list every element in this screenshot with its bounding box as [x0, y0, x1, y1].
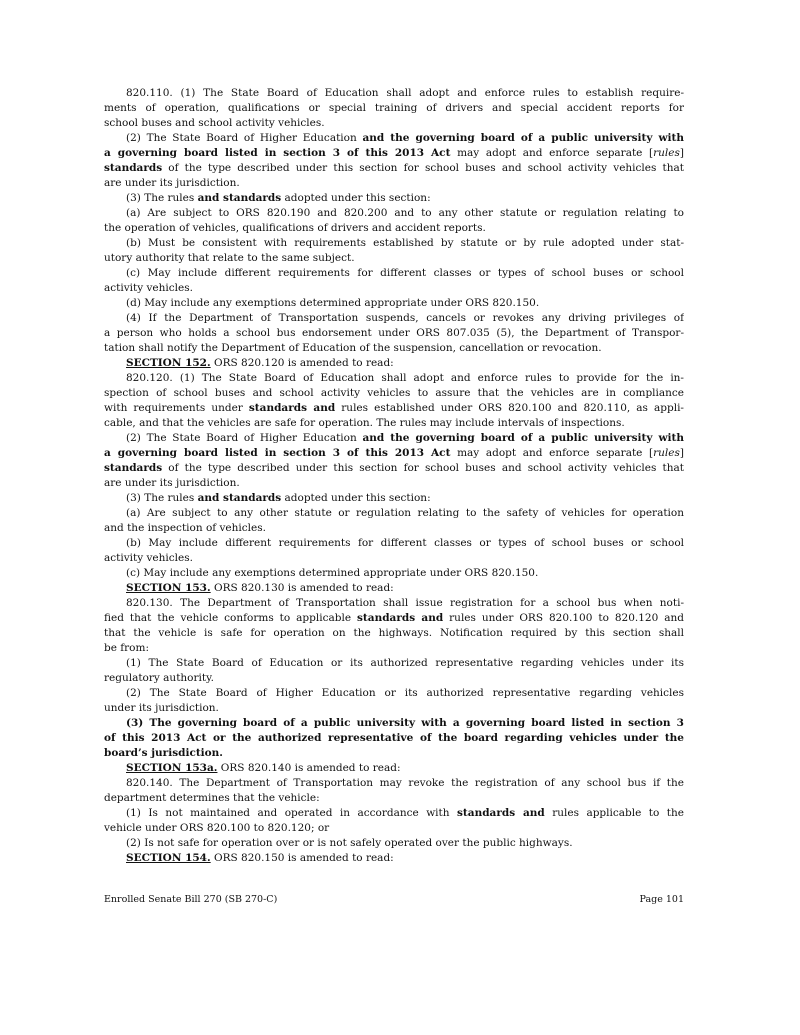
- text-line: [104, 311, 684, 326]
- bold-amendment-text: a governing board listed in section 3 of this 2013 Act: [104, 447, 451, 459]
- text-segment: ORS 820.150 is amended to read:: [210, 852, 394, 864]
- text-line: [104, 326, 684, 341]
- text-segment: tation shall notify the Department of Education of the suspension, cancellation or revocation.: [104, 342, 602, 354]
- text-line: [104, 176, 684, 191]
- text-segment: rules under ORS 820.100 to 820.120 and: [443, 612, 684, 624]
- bold-amendment-text: and the governing board of a public university with: [362, 132, 684, 144]
- section-heading: SECTION 153a.: [126, 762, 218, 774]
- text-line: [104, 551, 684, 566]
- text-line: [104, 386, 684, 401]
- text-segment: of the type described under this section for school buses and school activity vehicles that: [162, 162, 684, 174]
- text-line: [104, 116, 684, 131]
- text-segment: rules applicable to the: [544, 807, 684, 819]
- text-line: [104, 461, 684, 476]
- text-line: [104, 716, 684, 731]
- text-segment: under its jurisdiction.: [104, 702, 219, 714]
- document-body: [104, 86, 684, 866]
- text-segment: rules established under ORS 820.100 and 820.110, as appli-: [335, 402, 684, 414]
- text-segment: adopted under this section:: [281, 492, 431, 504]
- text-segment: department determines that the vehicle:: [104, 792, 320, 804]
- text-segment: and the inspection of vehicles.: [104, 522, 266, 534]
- text-segment: with requirements under: [104, 402, 249, 414]
- text-segment: may adopt and enforce separate [: [450, 447, 654, 459]
- section-heading: SECTION 154.: [126, 852, 211, 864]
- text-line: [104, 431, 684, 446]
- text-line: [104, 746, 684, 761]
- text-line: [104, 221, 684, 236]
- text-segment: vehicle under ORS 820.100 to 820.120; or: [104, 822, 330, 834]
- text-line: [104, 596, 684, 611]
- text-segment: the operation of vehicles, qualifications of drivers and accident reports.: [104, 222, 486, 234]
- text-line: [104, 656, 684, 671]
- text-segment: (c) May include different requirements for different classes or types of school buses or school: [126, 267, 684, 279]
- text-line: [104, 356, 684, 371]
- text-line: [104, 191, 684, 206]
- text-segment: (d) May include any exemptions determined appropriate under ORS 820.150.: [126, 297, 540, 309]
- text-line: [104, 686, 684, 701]
- text-line: [104, 671, 684, 686]
- italic-deleted-text: rules: [653, 147, 680, 159]
- text-line: [104, 161, 684, 176]
- text-line: [104, 296, 684, 311]
- text-line: [104, 206, 684, 221]
- section-heading: SECTION 153.: [126, 582, 211, 594]
- text-line: [104, 476, 684, 491]
- text-segment: activity vehicles.: [104, 282, 193, 294]
- text-line: [104, 521, 684, 536]
- bold-amendment-text: a governing board listed in section 3 of this 2013 Act: [104, 147, 451, 159]
- text-segment: 820.130. The Department of Transportation shall issue registration for a school bus when noti-: [126, 597, 684, 609]
- bold-amendment-text: standards and: [457, 807, 545, 819]
- text-segment: that the vehicle is safe for operation on the highways. Notification required by this section shall: [104, 627, 684, 639]
- text-segment: may adopt and enforce separate [: [450, 147, 654, 159]
- text-segment: adopted under this section:: [281, 192, 431, 204]
- text-segment: of the type described under this section for school buses and school activity vehicles that: [162, 462, 684, 474]
- text-segment: (2) The State Board of Higher Education: [126, 432, 363, 444]
- text-segment: (c) May include any exemptions determined appropriate under ORS 820.150.: [126, 567, 539, 579]
- text-line: [104, 401, 684, 416]
- text-segment: ments of operation, qualifications or special training of drivers and special accident reports for: [104, 102, 684, 114]
- text-line: [104, 821, 684, 836]
- text-segment: 820.140. The Department of Transportation may revoke the registration of any school bus if the: [126, 777, 684, 789]
- text-segment: spection of school buses and school activity vehicles to assure that the vehicles are in compliance: [104, 387, 684, 399]
- text-segment: (2) The State Board of Higher Education or its authorized representative regarding vehicles: [126, 687, 684, 699]
- text-segment: (a) Are subject to ORS 820.190 and 820.200 and to any other statute or regulation relating to: [126, 207, 684, 219]
- section-heading: SECTION 152.: [126, 357, 211, 369]
- text-line: [104, 416, 684, 431]
- text-line: [104, 101, 684, 116]
- text-segment: school buses and school activity vehicles.: [104, 117, 325, 129]
- text-segment: ORS 820.120 is amended to read:: [210, 357, 394, 369]
- text-line: [104, 776, 684, 791]
- bold-amendment-text: standards and: [248, 402, 336, 414]
- text-line: [104, 836, 684, 851]
- text-segment: (a) Are subject to any other statute or regulation relating to the safety of vehicles for operation: [126, 507, 684, 519]
- text-segment: (2) Is not safe for operation over or is not safely operated over the public highways.: [126, 837, 573, 849]
- bold-amendment-text: and the governing board of a public university with: [362, 432, 684, 444]
- text-line: [104, 731, 684, 746]
- text-segment: are under its jurisdiction.: [104, 177, 240, 189]
- bold-amendment-text: (3) The governing board of a public university with a governing board listed in section 3: [126, 717, 684, 729]
- text-segment: regulatory authority.: [104, 672, 214, 684]
- text-line: [104, 236, 684, 251]
- text-line: [104, 761, 684, 776]
- text-segment: ]: [679, 447, 684, 459]
- text-segment: are under its jurisdiction.: [104, 477, 240, 489]
- text-line: [104, 611, 684, 626]
- text-segment: 820.110. (1) The State Board of Education shall adopt and enforce rules to establish require-: [126, 87, 684, 99]
- text-segment: (1) Is not maintained and operated in accordance with: [126, 807, 458, 819]
- text-line: [104, 446, 684, 461]
- text-segment: activity vehicles.: [104, 552, 193, 564]
- italic-deleted-text: rules: [653, 447, 680, 459]
- text-line: [104, 851, 684, 866]
- text-line: [104, 86, 684, 101]
- text-segment: (2) The State Board of Higher Education: [126, 132, 363, 144]
- bold-amendment-text: of this 2013 Act or the authorized representative of the board regarding vehicles under the: [104, 732, 684, 744]
- text-line: [104, 266, 684, 281]
- text-line: [104, 641, 684, 656]
- text-line: [104, 701, 684, 716]
- text-segment: (3) The rules: [126, 192, 198, 204]
- text-segment: (b) May include different requirements for different classes or types of school buses or school: [126, 537, 684, 549]
- footer-bill-name: Enrolled Senate Bill 270 (SB 270-C): [104, 894, 278, 905]
- text-segment: be from:: [104, 642, 149, 654]
- bold-amendment-text: board’s jurisdiction.: [104, 747, 223, 759]
- footer-page-number: Page 101: [639, 894, 684, 905]
- bold-amendment-text: standards and: [357, 612, 444, 624]
- text-line: [104, 791, 684, 806]
- text-line: [104, 131, 684, 146]
- text-segment: (3) The rules: [126, 492, 198, 504]
- text-segment: cable, and that the vehicles are safe for operation. The rules may include intervals of inspections.: [104, 417, 625, 429]
- bold-amendment-text: and standards: [197, 492, 282, 504]
- text-segment: fied that the vehicle conforms to applicable: [104, 612, 357, 624]
- text-segment: (1) The State Board of Education or its authorized representative regarding vehicles under its: [126, 657, 684, 669]
- text-segment: a person who holds a school bus endorsement under ORS 807.035 (5), the Department of Transpor-: [104, 327, 684, 339]
- text-segment: ORS 820.140 is amended to read:: [217, 762, 401, 774]
- text-segment: ]: [679, 147, 684, 159]
- text-line: [104, 251, 684, 266]
- text-line: [104, 536, 684, 551]
- text-segment: 820.120. (1) The State Board of Education shall adopt and enforce rules to provide for the in-: [126, 372, 684, 384]
- text-line: [104, 806, 684, 821]
- text-segment: ORS 820.130 is amended to read:: [210, 582, 394, 594]
- text-line: [104, 506, 684, 521]
- text-line: [104, 371, 684, 386]
- text-segment: utory authority that relate to the same subject.: [104, 252, 355, 264]
- text-line: [104, 581, 684, 596]
- text-line: [104, 566, 684, 581]
- bold-amendment-text: and standards: [197, 192, 282, 204]
- text-line: [104, 341, 684, 356]
- text-segment: (4) If the Department of Transportation suspends, cancels or revokes any driving privileges of: [126, 312, 684, 324]
- bold-amendment-text: standards: [104, 162, 163, 174]
- text-line: [104, 146, 684, 161]
- text-line: [104, 281, 684, 296]
- text-line: [104, 491, 684, 506]
- text-segment: (b) Must be consistent with requirements established by statute or by rule adopted under stat-: [126, 237, 684, 249]
- text-line: [104, 626, 684, 641]
- bold-amendment-text: standards: [104, 462, 163, 474]
